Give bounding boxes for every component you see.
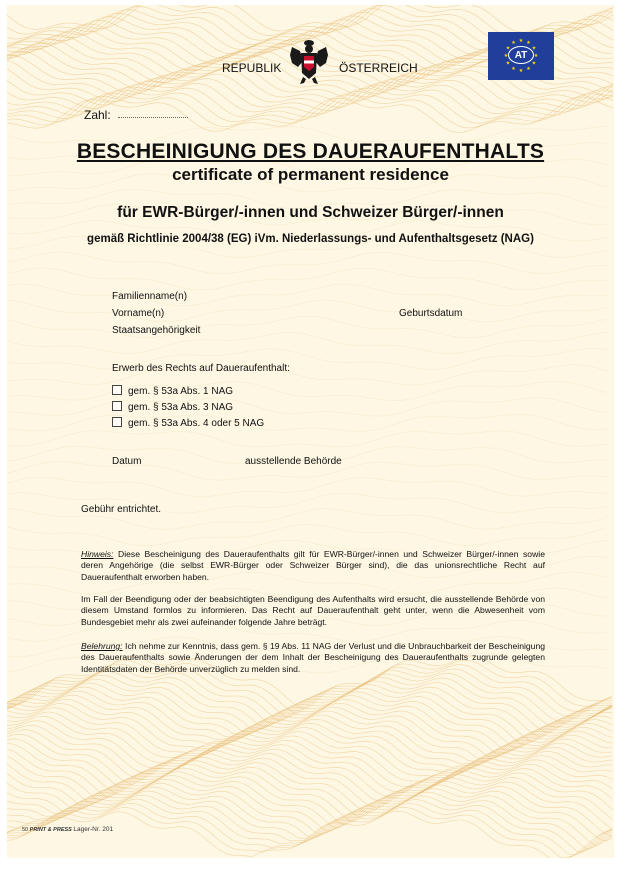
footer-brand: PRINT & PRESS bbox=[29, 827, 72, 833]
checkbox-option-label: gem. § 53a Abs. 1 NAG bbox=[128, 386, 234, 397]
guilloche-line bbox=[7, 747, 612, 800]
legal-basis: gemäß Richtlinie 2004/38 (EG) iVm. Niederlassungs- und Aufenthaltsgesetz (NAG) bbox=[87, 233, 534, 245]
eu-star-icon: ★ bbox=[511, 66, 516, 72]
checkbox-option-label: gem. § 53a Abs. 3 NAG bbox=[128, 402, 234, 413]
datum-label: Datum bbox=[112, 456, 142, 467]
behoerde-label: ausstellende Behörde bbox=[245, 456, 342, 467]
eu-star-icon: ★ bbox=[505, 60, 511, 67]
country-code-badge: AT bbox=[508, 46, 534, 64]
guilloche-line bbox=[7, 381, 607, 400]
hinweis-paragraph bbox=[81, 549, 545, 583]
guilloche-line bbox=[7, 760, 612, 813]
guilloche-line bbox=[7, 727, 612, 779]
republic-label-left: REPUBLIK bbox=[222, 61, 282, 75]
republic-label-right: ÖSTERREICH bbox=[339, 61, 418, 75]
checkbox-option bbox=[112, 417, 264, 429]
document-heading: für EWR-Bürger/-innen und Schweizer Bürger/-innen bbox=[117, 204, 504, 221]
familienname-label: Familienname(n) bbox=[112, 291, 188, 302]
guilloche-line bbox=[7, 431, 607, 447]
guilloche-line bbox=[7, 723, 612, 774]
guilloche-line bbox=[7, 764, 612, 817]
guilloche-line bbox=[7, 735, 612, 789]
geburtsdatum-label: Geburtsdatum bbox=[399, 308, 463, 319]
eu-star-icon: ★ bbox=[505, 45, 511, 52]
checkbox-option bbox=[112, 401, 233, 413]
guilloche-line bbox=[7, 348, 607, 369]
guilloche-line bbox=[7, 5, 613, 32]
austrian-eagle-icon bbox=[288, 39, 330, 85]
belehrung-text: Ich nehme zur Kenntnis, dass gem. § 19 Abs. 11 NAG der Verlust und die Unbrauchbarkeit der Bescheinigung des Daueraufenthalts sowie Änderungen der dem Inhalt der Bescheinigung des Daueraufenthalts zugrunde gelegten Identitätsdaten der Behörde unverzüglich zu melden sind. bbox=[81, 641, 545, 674]
eu-star-icon: ★ bbox=[518, 38, 524, 44]
certificate-document bbox=[7, 5, 614, 858]
guilloche-line bbox=[7, 477, 607, 497]
guilloche-line bbox=[7, 365, 607, 385]
checkbox-icon bbox=[112, 385, 122, 395]
guilloche-line bbox=[7, 715, 612, 763]
guilloche-line bbox=[7, 779, 612, 831]
guilloche-background bbox=[7, 5, 614, 858]
guilloche-line bbox=[7, 524, 607, 545]
footer-code: 50 bbox=[22, 827, 29, 833]
footer-imprint bbox=[22, 826, 113, 833]
checkbox-icon bbox=[112, 417, 122, 427]
guilloche-line bbox=[7, 398, 607, 416]
checkbox-icon bbox=[112, 401, 122, 411]
guilloche-line bbox=[7, 300, 607, 322]
guilloche-line bbox=[7, 252, 607, 274]
eu-flag-icon bbox=[488, 32, 554, 80]
eu-star-icon: ★ bbox=[511, 40, 516, 46]
hinweis-text: Diese Bescheinigung des Daueraufenthalts gilt für EWR-Bürger/-innen und Schweizer Bürger/-innen sowie deren Angehörige (die selbst EWR-Bürger oder Schweizer Bürger sind), die das unionsrechtliche Recht auf Daueraufenthalt erworben haben. bbox=[81, 549, 545, 582]
document-title: BESCHEINIGUNG DES DAUERAUFENTHALTS bbox=[76, 140, 545, 163]
guilloche-line bbox=[7, 731, 612, 784]
document-subtitle: certificate of permanent residence bbox=[172, 165, 449, 184]
checkbox-option bbox=[112, 385, 233, 397]
termination-paragraph: Im Fall der Beendigung oder der beabsichtigten Beendigung des Aufenthalts wird ersucht, die ausstellende Behörde von diesem Umstand formlos zu informieren. Das Recht auf Daueraufenthalt geht unter, wenn die Abwesenheit vom Bundesgebiet mehr als zwei aufeinander folgende Jahre beträgt. bbox=[81, 594, 545, 627]
footer-lager: Lager-Nr. 201 bbox=[73, 826, 114, 833]
eu-star-icon: ★ bbox=[533, 53, 539, 59]
checkbox-option-label: gem. § 53a Abs. 4 oder 5 NAG bbox=[128, 418, 265, 429]
vorname-label: Vorname(n) bbox=[112, 308, 165, 319]
zahl-line bbox=[118, 117, 188, 118]
gebuehr-label: Gebühr entrichtet. bbox=[81, 504, 162, 515]
eu-star-icon: ★ bbox=[526, 66, 531, 72]
staatsangehoerigkeit-label: Staatsangehörigkeit bbox=[112, 325, 201, 336]
eu-star-icon: ★ bbox=[526, 40, 531, 46]
guilloche-line bbox=[7, 284, 607, 306]
belehrung-paragraph bbox=[81, 641, 545, 675]
guilloche-line bbox=[7, 707, 612, 756]
eu-star-icon: ★ bbox=[531, 60, 537, 67]
guilloche-line bbox=[7, 268, 607, 290]
eu-star-icon: ★ bbox=[503, 53, 509, 59]
eu-star-icon: ★ bbox=[531, 45, 537, 52]
guilloche-line bbox=[7, 332, 607, 353]
belehrung-lead: Belehrung: bbox=[81, 641, 123, 651]
zahl-label: Zahl: bbox=[84, 108, 111, 122]
eu-star-icon: ★ bbox=[518, 68, 524, 74]
hinweis-lead: Hinweis: bbox=[81, 549, 114, 559]
acquisition-label: Erwerb des Rechts auf Daueraufenthalt: bbox=[112, 363, 290, 374]
guilloche-line bbox=[7, 414, 607, 431]
